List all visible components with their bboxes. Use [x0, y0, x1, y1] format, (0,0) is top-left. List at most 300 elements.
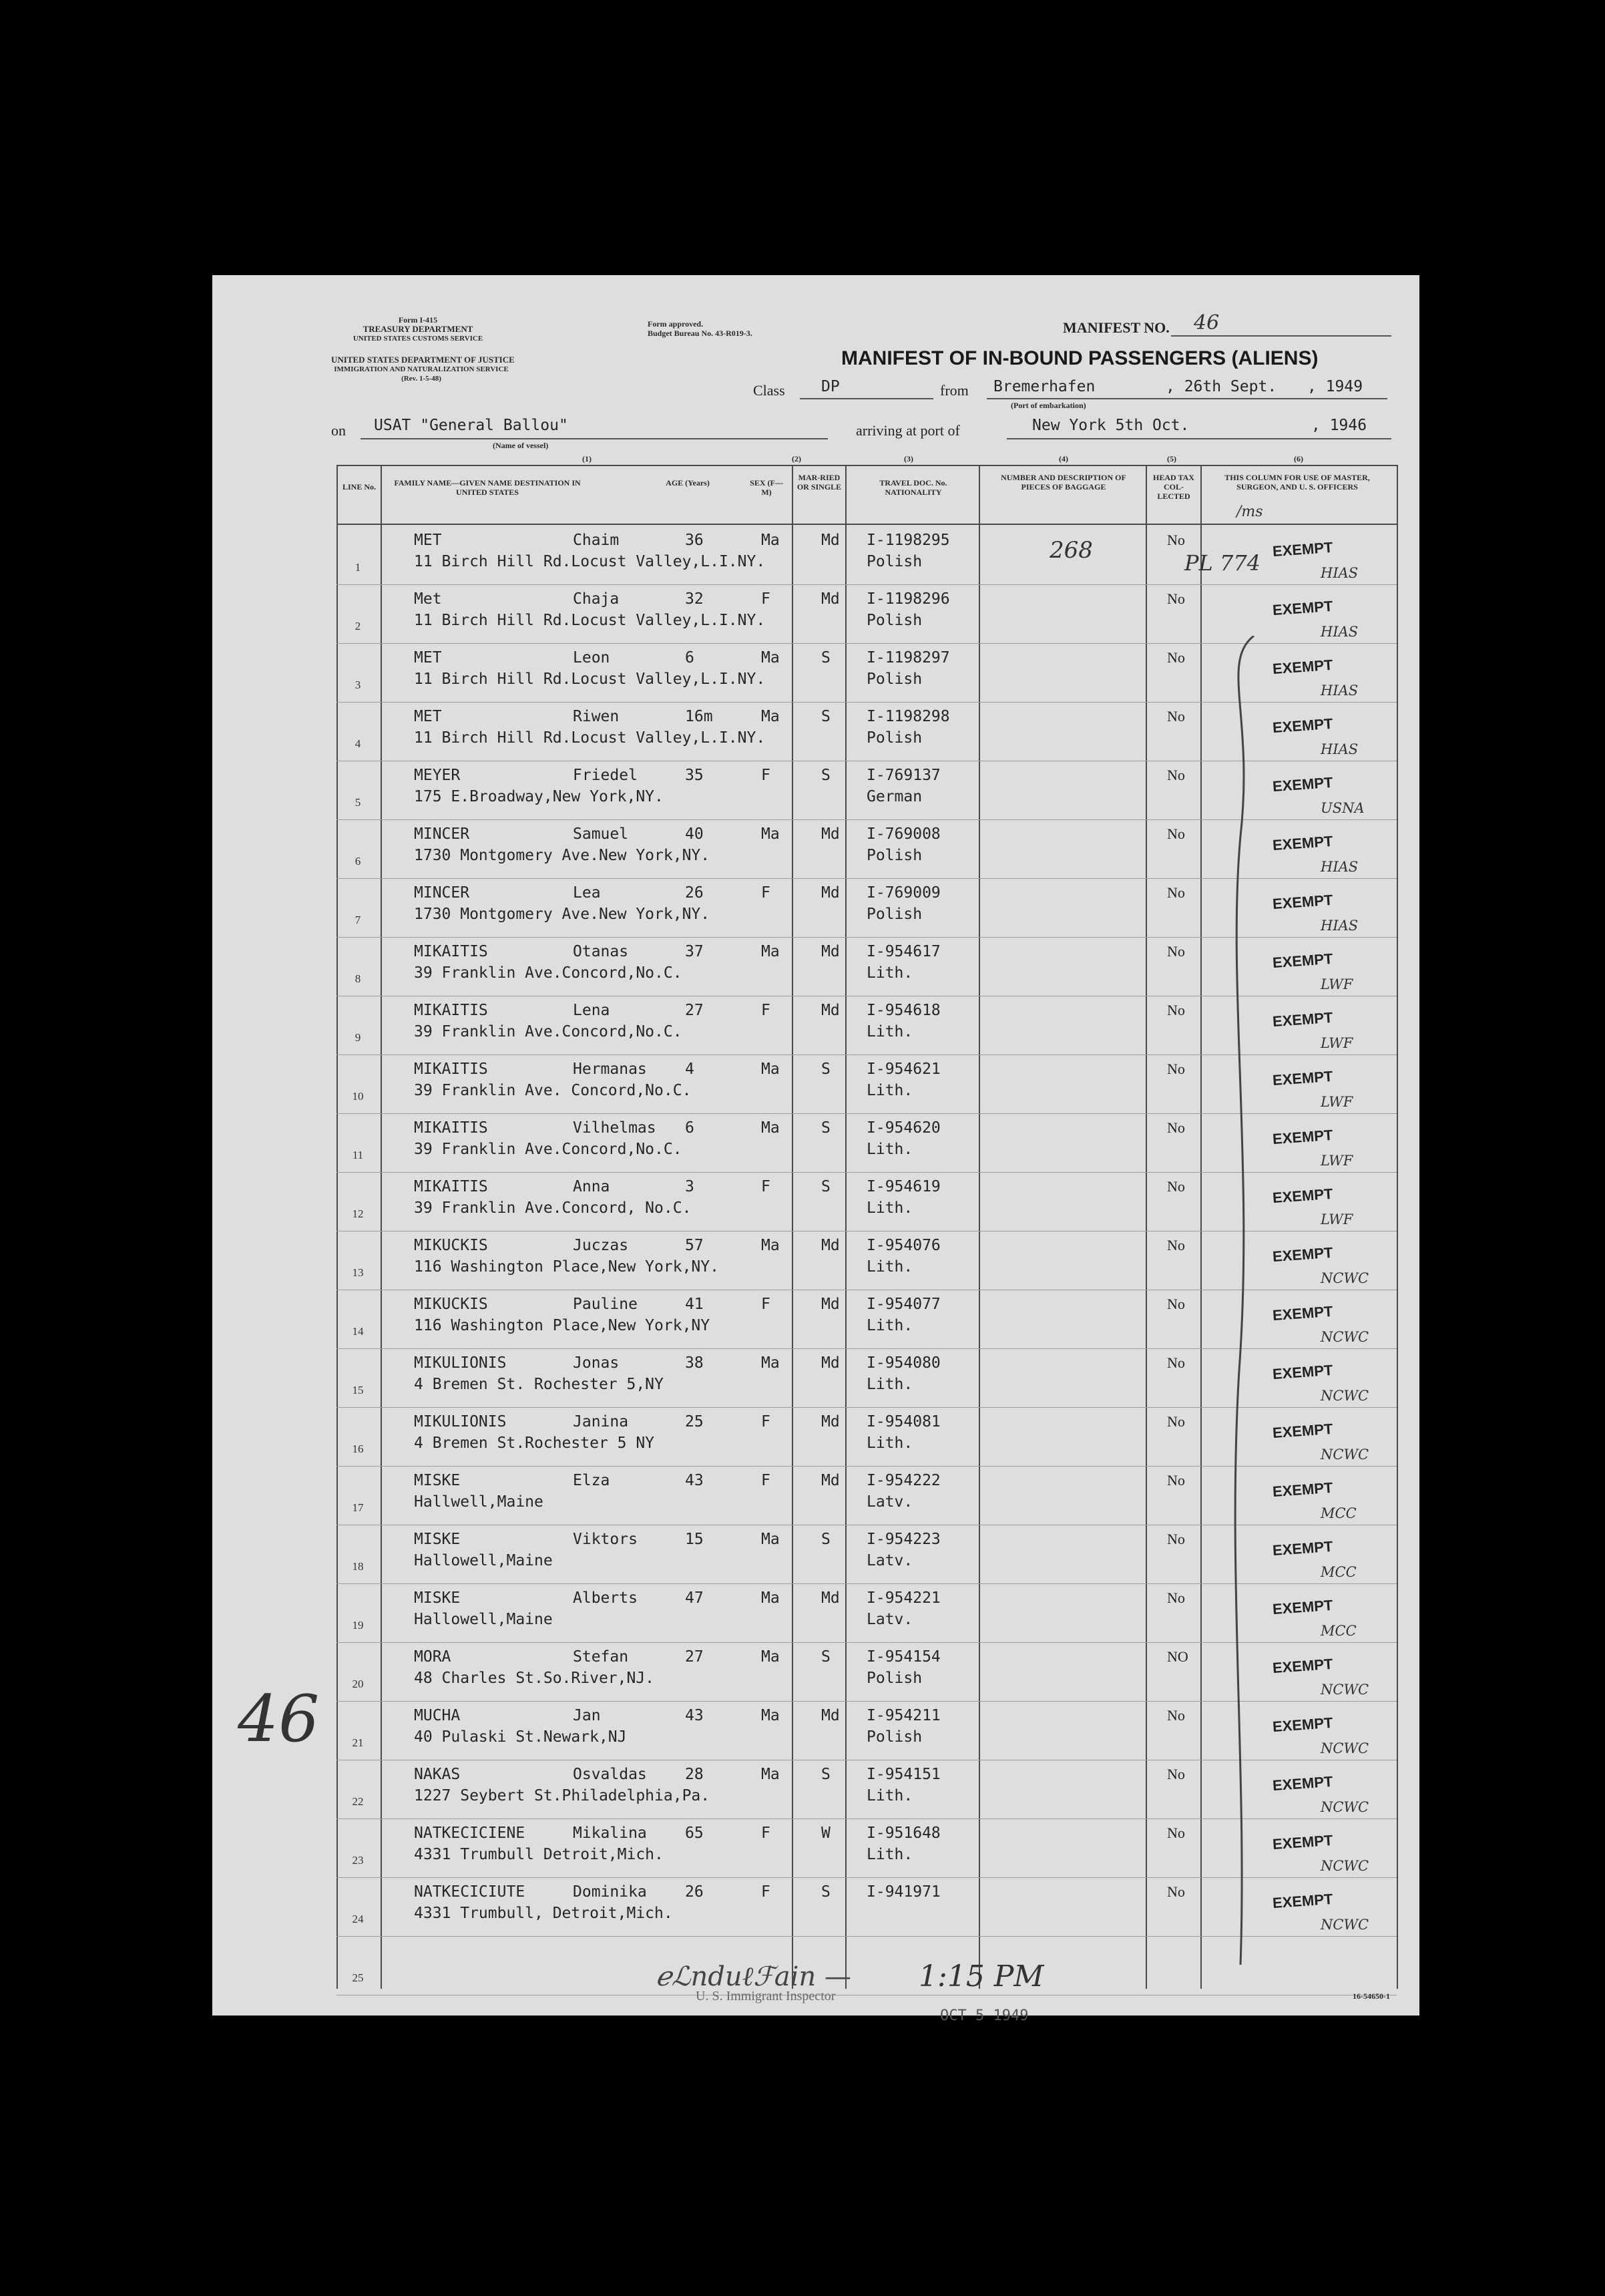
- given-name: Leon: [573, 649, 610, 666]
- age: 3: [685, 1178, 694, 1195]
- col-header-officers: THIS COLUMN FOR USE OF MASTER, SURGEON, AND U. S. OFFICERS: [1224, 473, 1370, 492]
- marital-status: S: [821, 1178, 831, 1195]
- family-name: MIKAITIS: [414, 1002, 488, 1019]
- agency-note: HIAS: [1321, 565, 1359, 581]
- signature-time: 1:15 PM: [919, 1959, 1044, 1993]
- sex: F: [761, 1472, 770, 1489]
- date-stamp: OCT 5 1949: [940, 2007, 1029, 2024]
- nationality: Latv.: [867, 1611, 913, 1628]
- head-tax: No: [1167, 590, 1185, 607]
- marital-status: Md: [821, 1472, 840, 1489]
- family-name: MET: [414, 708, 442, 725]
- head-tax: No: [1167, 825, 1185, 842]
- vessel-name: USAT "General Ballou": [374, 417, 568, 434]
- age: 65: [685, 1825, 704, 1842]
- marital-status: Md: [821, 1589, 840, 1607]
- head-tax: No: [1167, 1061, 1185, 1077]
- line-number: 6: [355, 855, 361, 868]
- nationality: Polish: [867, 1728, 923, 1746]
- bracket-mark: [1214, 636, 1267, 1971]
- agency-note: NCWC: [1321, 1858, 1369, 1874]
- agency-note: LWF: [1321, 1153, 1353, 1169]
- given-name: Juczas: [573, 1237, 629, 1254]
- vessel-line: [361, 438, 828, 439]
- col-header-name: FAMILY NAME—GIVEN NAME DESTINATION IN UNITED STATES: [394, 478, 581, 497]
- agency-note: USNA: [1321, 800, 1365, 816]
- family-name: NATKECICIENE: [414, 1825, 525, 1842]
- inspector-signature: ℯℒnduℓℱain —: [656, 1961, 851, 1992]
- travel-doc-number: I-1198298: [867, 708, 950, 725]
- exempt-stamp: EXEMPT: [1272, 1772, 1334, 1794]
- col-header-tax: HEAD TAX COL-LECTED: [1153, 473, 1194, 501]
- given-name: Anna: [573, 1178, 610, 1195]
- travel-doc-number: I-769008: [867, 825, 941, 843]
- given-name: Vilhelmas: [573, 1119, 656, 1137]
- head-tax: No: [1167, 1237, 1185, 1254]
- col-header-married: MAR-RIED OR SINGLE: [796, 473, 842, 492]
- travel-doc-number: I-954151: [867, 1766, 941, 1783]
- head-tax: No: [1167, 1002, 1185, 1018]
- col-number: (5): [1167, 454, 1176, 463]
- agency-note: NCWC: [1321, 1682, 1369, 1698]
- department-block: UNITED STATES DEPARTMENT OF JUSTICE IMMIGRATION AND NATURALIZATION SERVICE (Rev. 1-5-48): [331, 355, 515, 383]
- sex: F: [761, 1296, 770, 1313]
- head-tax: No: [1167, 649, 1185, 666]
- agency-note: MCC: [1321, 1564, 1357, 1580]
- family-name: MINCER: [414, 884, 470, 902]
- arriving-label: arriving at port of: [856, 422, 960, 439]
- destination: 39 Franklin Ave.Concord, No.C.: [414, 1199, 692, 1217]
- marital-status: Md: [821, 1296, 840, 1313]
- destination: 4 Bremen St. Rochester 5,NY: [414, 1376, 664, 1393]
- travel-doc-number: I-954618: [867, 1002, 941, 1019]
- sex: Ma: [761, 1707, 780, 1724]
- head-tax: NO: [1167, 1648, 1188, 1665]
- age: 35: [685, 767, 704, 784]
- age: 40: [685, 825, 704, 843]
- nationality: Latv.: [867, 1552, 913, 1569]
- exempt-stamp: EXEMPT: [1272, 1361, 1334, 1383]
- col-header-age: AGE (Years): [666, 478, 710, 488]
- table-row: [212, 585, 1419, 644]
- age: 4: [685, 1061, 694, 1078]
- embarkation-date: , 26th Sept.: [1166, 378, 1277, 395]
- nationality: Polish: [867, 671, 923, 688]
- exempt-stamp: EXEMPT: [1272, 891, 1334, 913]
- travel-doc-number: I-951648: [867, 1825, 941, 1842]
- destination: 175 E.Broadway,New York,NY.: [414, 788, 664, 805]
- travel-doc-number: I-941971: [867, 1883, 941, 1901]
- marital-status: S: [821, 1648, 831, 1666]
- age: 16m: [685, 708, 713, 725]
- travel-doc-number: I-954154: [867, 1648, 941, 1666]
- destination: 4331 Trumbull Detroit,Mich.: [414, 1846, 664, 1863]
- line-number: 16: [352, 1443, 364, 1455]
- nationality: Lith.: [867, 1787, 913, 1804]
- nationality: Lith.: [867, 1258, 913, 1276]
- age: 27: [685, 1002, 704, 1019]
- exempt-stamp: EXEMPT: [1272, 1479, 1334, 1501]
- agency-note: LWF: [1321, 1211, 1353, 1227]
- marital-status: Md: [821, 1237, 840, 1254]
- from-label: from: [940, 382, 969, 399]
- given-name: Friedel: [573, 767, 638, 784]
- nationality: Polish: [867, 729, 923, 747]
- marital-status: Md: [821, 943, 840, 960]
- destination: Hallwell,Maine: [414, 1493, 543, 1511]
- exempt-stamp: EXEMPT: [1272, 715, 1334, 737]
- exempt-stamp: EXEMPT: [1272, 1302, 1334, 1324]
- nationality: Lith.: [867, 1141, 913, 1158]
- manifest-number: 46: [1194, 311, 1220, 335]
- travel-doc-number: I-769137: [867, 767, 941, 784]
- age: 6: [685, 649, 694, 666]
- given-name: Mikalina: [573, 1825, 647, 1842]
- col-header-sex: SEX (F—M): [750, 478, 783, 497]
- given-name: Jan: [573, 1707, 601, 1724]
- agency-note: HIAS: [1321, 741, 1359, 757]
- baggage-count: 268: [1050, 537, 1093, 564]
- line-number: 21: [352, 1736, 364, 1749]
- table-top-border: [336, 465, 1397, 466]
- line-number: 5: [355, 796, 361, 809]
- head-tax: No: [1167, 1766, 1185, 1782]
- marital-status: Md: [821, 1354, 840, 1372]
- embarkation-year: , 1949: [1307, 378, 1363, 395]
- inspector-caption: U. S. Immigrant Inspector: [696, 1989, 836, 2003]
- head-tax: No: [1167, 767, 1185, 783]
- agency-note: NCWC: [1321, 1447, 1369, 1463]
- head-tax: No: [1167, 1119, 1185, 1136]
- destination: 116 Washington Place,New York,NY.: [414, 1258, 719, 1276]
- arrival-line: [1007, 438, 1391, 439]
- line-number: 3: [355, 679, 361, 691]
- travel-doc-number: I-954211: [867, 1707, 941, 1724]
- line-number: 1: [355, 561, 361, 574]
- nationality: Polish: [867, 553, 923, 570]
- nationality: Lith.: [867, 1199, 913, 1217]
- marital-status: Md: [821, 1707, 840, 1724]
- line-number: 25: [352, 1971, 364, 1984]
- sex: F: [761, 1825, 770, 1842]
- given-name: Riwen: [573, 708, 620, 725]
- travel-doc-number: I-1198296: [867, 590, 950, 608]
- col-number: (3): [904, 454, 913, 463]
- sex: Ma: [761, 649, 780, 666]
- age: 41: [685, 1296, 704, 1313]
- sex: Ma: [761, 1237, 780, 1254]
- nationality: Lith.: [867, 1082, 913, 1099]
- age: 28: [685, 1766, 704, 1783]
- marital-status: S: [821, 1061, 831, 1078]
- head-tax: No: [1167, 1413, 1185, 1430]
- given-name: Viktors: [573, 1531, 638, 1548]
- destination: 39 Franklin Ave.Concord,No.C.: [414, 964, 682, 982]
- given-name: Chaja: [573, 590, 620, 608]
- sex: Ma: [761, 1119, 780, 1137]
- vessel-caption: (Name of vessel): [493, 441, 549, 450]
- sex: F: [761, 1413, 770, 1430]
- sex: F: [761, 884, 770, 902]
- port-caption: (Port of embarkation): [1011, 401, 1086, 410]
- head-tax: No: [1167, 1354, 1185, 1371]
- family-name: MIKAITIS: [414, 943, 488, 960]
- given-name: Osvaldas: [573, 1766, 647, 1783]
- pl-note: PL 774: [1184, 550, 1261, 576]
- sex: Ma: [761, 708, 780, 725]
- agency-note: MCC: [1321, 1505, 1357, 1521]
- nationality: Lith.: [867, 964, 913, 982]
- exempt-stamp: EXEMPT: [1272, 1067, 1334, 1089]
- line-number: 10: [352, 1090, 364, 1103]
- travel-doc-number: I-954617: [867, 943, 941, 960]
- destination: 1730 Montgomery Ave.New York,NY.: [414, 847, 710, 864]
- marital-status: S: [821, 1766, 831, 1783]
- given-name: Janina: [573, 1413, 629, 1430]
- exempt-stamp: EXEMPT: [1272, 773, 1334, 795]
- family-name: MIKULIONIS: [414, 1354, 507, 1372]
- family-name: MIKUCKIS: [414, 1296, 488, 1313]
- head-tax: No: [1167, 1178, 1185, 1195]
- arrival-port: New York 5th Oct.: [1032, 417, 1190, 434]
- travel-doc-number: I-954223: [867, 1531, 941, 1548]
- travel-doc-number: I-769009: [867, 884, 941, 902]
- marital-status: Md: [821, 825, 840, 843]
- agency-note: NCWC: [1321, 1917, 1369, 1933]
- exempt-stamp: EXEMPT: [1272, 1008, 1334, 1030]
- class-label: Class: [753, 382, 785, 399]
- col-header-travel: TRAVEL DOC. No. NATIONALITY: [879, 478, 947, 497]
- marital-status: S: [821, 1119, 831, 1137]
- line-number: 7: [355, 914, 361, 926]
- marital-status: W: [821, 1825, 831, 1842]
- nationality: Lith.: [867, 1376, 913, 1393]
- sex: Ma: [761, 1061, 780, 1078]
- col-header-line: LINE No.: [342, 482, 376, 492]
- sex: F: [761, 767, 770, 784]
- head-tax: No: [1167, 1883, 1185, 1900]
- destination: 1730 Montgomery Ave.New York,NY.: [414, 906, 710, 923]
- line-number: 20: [352, 1678, 364, 1690]
- ms-note: /ms: [1236, 504, 1263, 520]
- destination: 39 Franklin Ave.Concord,No.C.: [414, 1023, 682, 1040]
- destination: 40 Pulaski St.Newark,NJ: [414, 1728, 627, 1746]
- family-name: MISKE: [414, 1589, 461, 1607]
- agency-note: HIAS: [1321, 918, 1359, 934]
- age: 37: [685, 943, 704, 960]
- family-name: MUCHA: [414, 1707, 461, 1724]
- line-number: 13: [352, 1266, 364, 1279]
- given-name: Stefan: [573, 1648, 629, 1666]
- col-number: (2): [792, 454, 801, 463]
- nationality: Lith.: [867, 1023, 913, 1040]
- sex: Ma: [761, 1354, 780, 1372]
- head-tax: No: [1167, 708, 1185, 725]
- line-number: 15: [352, 1384, 364, 1396]
- page-title: MANIFEST OF IN-BOUND PASSENGERS (ALIENS): [841, 347, 1319, 369]
- nationality: Polish: [867, 1670, 923, 1687]
- head-tax: No: [1167, 532, 1185, 548]
- destination: 48 Charles St.So.River,NJ.: [414, 1670, 655, 1687]
- destination: 4 Bremen St.Rochester 5 NY: [414, 1434, 655, 1452]
- exempt-stamp: EXEMPT: [1272, 656, 1334, 678]
- nationality: Lith.: [867, 1434, 913, 1452]
- exempt-stamp: EXEMPT: [1272, 1243, 1334, 1266]
- exempt-stamp: EXEMPT: [1272, 832, 1334, 854]
- head-tax: No: [1167, 1531, 1185, 1547]
- family-name: MIKAITIS: [414, 1119, 488, 1137]
- sex: Ma: [761, 1531, 780, 1548]
- margin-number: 46: [238, 1682, 320, 1756]
- line-number: 14: [352, 1325, 364, 1338]
- line-number: 23: [352, 1854, 364, 1867]
- marital-status: Md: [821, 590, 840, 608]
- travel-doc-number: I-954081: [867, 1413, 941, 1430]
- sex: Ma: [761, 1589, 780, 1607]
- family-name: MORA: [414, 1648, 451, 1666]
- sex: Ma: [761, 1766, 780, 1783]
- marital-status: Md: [821, 884, 840, 902]
- travel-doc-number: I-954621: [867, 1061, 941, 1078]
- travel-doc-number: I-954077: [867, 1296, 941, 1313]
- agency-note: NCWC: [1321, 1740, 1369, 1756]
- head-tax: No: [1167, 1296, 1185, 1312]
- exempt-stamp: EXEMPT: [1272, 1126, 1334, 1148]
- nationality: Polish: [867, 906, 923, 923]
- family-name: MINCER: [414, 825, 470, 843]
- line-number: 24: [352, 1913, 364, 1925]
- agency-note: HIAS: [1321, 624, 1359, 640]
- exempt-stamp: EXEMPT: [1272, 1596, 1334, 1618]
- agency-note: LWF: [1321, 976, 1353, 992]
- destination: 4331 Trumbull, Detroit,Mich.: [414, 1905, 673, 1922]
- exempt-stamp: EXEMPT: [1272, 950, 1334, 972]
- travel-doc-number: I-1198295: [867, 532, 950, 549]
- agency-note: NCWC: [1321, 1270, 1369, 1286]
- travel-doc-number: I-954221: [867, 1589, 941, 1607]
- from-line: [987, 398, 1387, 399]
- line-number: 19: [352, 1619, 364, 1632]
- given-name: Pauline: [573, 1296, 638, 1313]
- manifest-number-line: [1171, 335, 1391, 337]
- marital-status: Md: [821, 532, 840, 549]
- line-number: 17: [352, 1501, 364, 1514]
- exempt-stamp: EXEMPT: [1272, 1537, 1334, 1559]
- marital-status: S: [821, 767, 831, 784]
- agency-note: HIAS: [1321, 859, 1359, 875]
- form-block: Form I-415 TREASURY DEPARTMENT UNITED STATES CUSTOMS SERVICE: [353, 315, 483, 343]
- age: 32: [685, 590, 704, 608]
- family-name: NAKAS: [414, 1766, 461, 1783]
- line-number: 12: [352, 1207, 364, 1220]
- age: 47: [685, 1589, 704, 1607]
- age: 26: [685, 1883, 704, 1901]
- destination: Hallowell,Maine: [414, 1611, 553, 1628]
- head-tax: No: [1167, 884, 1185, 901]
- family-name: Met: [414, 590, 442, 608]
- exempt-stamp: EXEMPT: [1272, 597, 1334, 619]
- destination: 11 Birch Hill Rd.Locust Valley,L.I.NY.: [414, 612, 766, 629]
- given-name: Lea: [573, 884, 601, 902]
- destination: Hallowell,Maine: [414, 1552, 553, 1569]
- nationality: German: [867, 788, 923, 805]
- head-tax: No: [1167, 1472, 1185, 1489]
- marital-status: S: [821, 708, 831, 725]
- sex: F: [761, 1883, 770, 1901]
- family-name: MIKULIONIS: [414, 1413, 507, 1430]
- agency-note: NCWC: [1321, 1388, 1369, 1404]
- col-number: (4): [1059, 454, 1068, 463]
- exempt-stamp: EXEMPT: [1272, 1420, 1334, 1442]
- sex: Ma: [761, 943, 780, 960]
- given-name: Dominika: [573, 1883, 647, 1901]
- age: 15: [685, 1531, 704, 1548]
- marital-status: Md: [821, 1413, 840, 1430]
- agency-note: NCWC: [1321, 1799, 1369, 1815]
- arrival-year: , 1946: [1311, 417, 1367, 434]
- line-number: 4: [355, 737, 361, 750]
- print-code: 16-54650-1: [1353, 1991, 1390, 2001]
- head-tax: No: [1167, 1707, 1185, 1724]
- header-bottom-border: [336, 524, 1397, 525]
- head-tax: No: [1167, 1825, 1185, 1841]
- destination: 11 Birch Hill Rd.Locust Valley,L.I.NY.: [414, 729, 766, 747]
- family-name: NATKECICIUTE: [414, 1883, 525, 1901]
- destination: 11 Birch Hill Rd.Locust Valley,L.I.NY.: [414, 671, 766, 688]
- sex: F: [761, 590, 770, 608]
- travel-doc-number: I-954619: [867, 1178, 941, 1195]
- line-number: 8: [355, 972, 361, 985]
- age: 57: [685, 1237, 704, 1254]
- sex: Ma: [761, 532, 780, 549]
- age: 25: [685, 1413, 704, 1430]
- family-name: MIKAITIS: [414, 1178, 488, 1195]
- travel-doc-number: I-954222: [867, 1472, 941, 1489]
- exempt-stamp: EXEMPT: [1272, 1831, 1334, 1853]
- sex: Ma: [761, 1648, 780, 1666]
- given-name: Lena: [573, 1002, 610, 1019]
- col-number: (1): [582, 454, 592, 463]
- given-name: Alberts: [573, 1589, 638, 1607]
- agency-note: NCWC: [1321, 1329, 1369, 1345]
- marital-status: S: [821, 1883, 831, 1901]
- age: 26: [685, 884, 704, 902]
- given-name: Elza: [573, 1472, 610, 1489]
- col-header-baggage: NUMBER AND DESCRIPTION OF PIECES OF BAGGAGE: [1001, 473, 1126, 492]
- agency-note: LWF: [1321, 1094, 1353, 1110]
- family-name: MISKE: [414, 1472, 461, 1489]
- head-tax: No: [1167, 943, 1185, 960]
- family-name: MET: [414, 649, 442, 666]
- age: 27: [685, 1648, 704, 1666]
- agency-note: HIAS: [1321, 683, 1359, 699]
- given-name: Hermanas: [573, 1061, 647, 1078]
- line-number: 18: [352, 1560, 364, 1573]
- manifest-page: [212, 275, 1419, 2024]
- class-line: [800, 398, 933, 399]
- nationality: Lith.: [867, 1317, 913, 1334]
- travel-doc-number: I-954076: [867, 1237, 941, 1254]
- on-label: on: [331, 422, 346, 439]
- family-name: MET: [414, 532, 442, 549]
- travel-doc-number: I-1198297: [867, 649, 950, 666]
- age: 43: [685, 1472, 704, 1489]
- col-number: (6): [1294, 454, 1303, 463]
- marital-status: S: [821, 649, 831, 666]
- head-tax: No: [1167, 1589, 1185, 1606]
- travel-doc-number: I-954620: [867, 1119, 941, 1137]
- nationality: Polish: [867, 612, 923, 629]
